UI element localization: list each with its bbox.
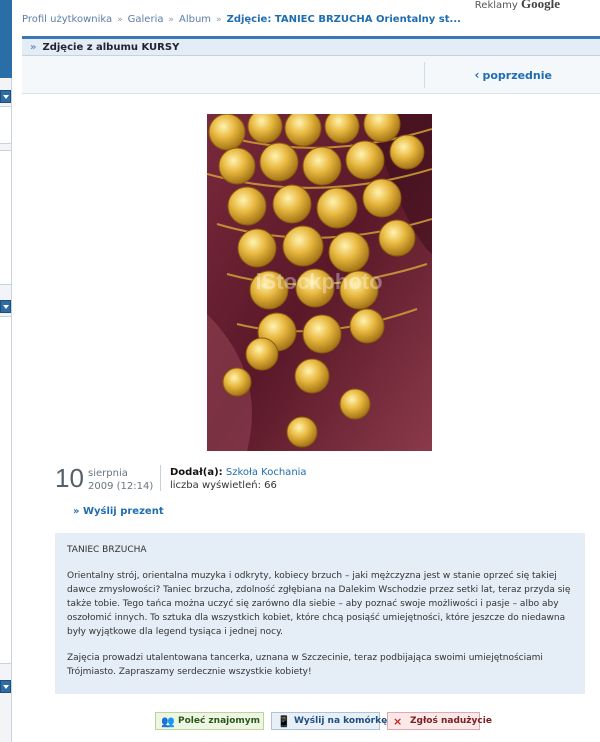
sidebar-panel	[0, 106, 12, 144]
breadcrumb-separator-icon: »	[216, 15, 222, 25]
sidebar-dropdown-button[interactable]	[0, 680, 11, 693]
breadcrumb-gallery-link[interactable]: Galeria	[127, 14, 164, 25]
photo-author-info	[170, 466, 307, 492]
breadcrumb-separator-icon: »	[117, 15, 123, 25]
previous-label: poprzednie	[482, 69, 552, 82]
breadcrumb-profile-link[interactable]: Profil użytkownika	[22, 14, 113, 25]
photo-nav-bar	[22, 56, 600, 94]
photo-year-time: 2009 (12:14)	[88, 481, 154, 492]
users-icon: 👥	[161, 715, 175, 728]
photo-date	[88, 467, 153, 493]
photo-description	[55, 533, 585, 694]
watermark-text: iStockphoto	[255, 269, 383, 294]
double-chevron-icon: »	[73, 506, 83, 517]
google-logo: Google	[521, 0, 560, 11]
sidebar-dropdown-button[interactable]	[0, 300, 11, 313]
description-paragraph: Zajęcia prowadzi utalentowana tancerka, uznana w Szczecinie, teraz podbijająca swoimi umiejętnościami Trójmiasto. Zapraszamy serdecznie wszystkie kobiety!	[67, 653, 543, 677]
breadcrumb	[22, 14, 461, 25]
recommend-button[interactable]	[155, 712, 264, 730]
mobile-icon: 📱	[277, 715, 291, 728]
send-to-mobile-button[interactable]	[271, 712, 388, 730]
report-abuse-button[interactable]	[387, 712, 492, 730]
views-label: liczba wyświetleń:	[170, 480, 261, 491]
sidebar-panel	[0, 150, 12, 285]
send-mobile-label: Wyślij na komórkę	[294, 716, 388, 726]
breadcrumb-current: Zdjęcie: TANIEC BRZUCHA Orientalny st...	[226, 14, 461, 25]
album-title: Zdjęcie z albumu KURSY	[42, 42, 180, 53]
close-icon: ×	[393, 715, 403, 728]
added-by-label: Dodał(a):	[170, 467, 223, 478]
breadcrumb-album-link[interactable]: Album	[179, 14, 212, 25]
coin-belt-image	[207, 114, 432, 451]
sidebar-panel	[0, 316, 12, 664]
recommend-label: Poleć znajomym	[178, 716, 261, 726]
album-photo[interactable]	[207, 114, 432, 451]
author-link[interactable]: Szkoła Kochania	[225, 467, 307, 478]
report-label: Zgłoś nadużycie	[410, 716, 492, 726]
google-ads-label[interactable]	[475, 0, 560, 12]
album-title-bar	[22, 36, 600, 56]
breadcrumb-separator-icon: »	[168, 15, 174, 25]
views-count: 66	[264, 480, 277, 491]
double-chevron-icon: »	[30, 42, 37, 53]
ads-label: Reklamy	[474, 0, 518, 11]
sidebar-dropdown-button[interactable]	[0, 90, 11, 103]
previous-photo-link[interactable]	[475, 68, 552, 82]
send-gift-label: Wyślij prezent	[82, 506, 164, 517]
description-paragraph: Orientalny strój, orientalna muzyka i odkryty, kobiecy brzuch – jaki mężczyzna jest w stanie oprzeć się takiej dawce zmysłowości? Taniec brzucha, zdolność zgłębiana na Dalekim Wschodzie przez setki lat, teraz przyda się także tobie. Tego tańca można uczyć się zarówno dla siebie – aby poznać swoje możliwości i pasje – albo aby oszołomić innych. To sztuka dla wszystkich kobiet, które chcą posiąść umiejętności, które jeszcze do niedawna były wyjątkowe dla legend tysiąca i jednej nocy.	[67, 571, 571, 637]
photo-day: 10	[55, 463, 84, 493]
send-gift-link[interactable]	[73, 506, 164, 517]
sidebar-blue-block	[0, 0, 12, 78]
photo-actions	[155, 712, 492, 730]
nav-divider	[424, 62, 425, 88]
description-title: TANIEC BRZUCHA	[67, 545, 147, 555]
left-sidebar-strip	[0, 0, 12, 742]
meta-divider	[160, 465, 161, 491]
photo-month: sierpnia	[88, 468, 128, 479]
chevron-left-icon: ‹	[474, 68, 480, 82]
